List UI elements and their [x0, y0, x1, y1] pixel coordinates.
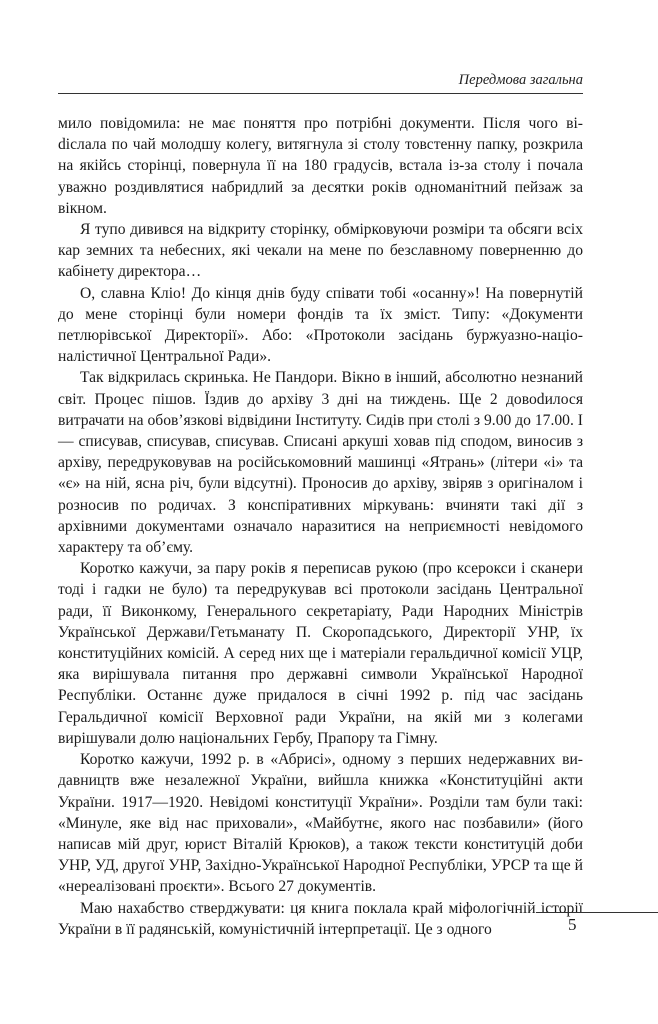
header-title: Передмова загальна — [458, 72, 583, 88]
paragraph-1: мило повідомила: не має поняття про потрібні документи. Після чого віdіслала по чай молодшу колегу, витягнула зі столу товстенну папку, розкрила на якійсь сторінці, повернула її на 180 градусів, встала із-за столу і почала уважно роздивлятися набридлий за десятки років одноманітний пейзаж за вікном. — [58, 115, 583, 217]
running-header — [58, 70, 583, 94]
body-text — [58, 113, 583, 940]
paragraph-3: О, славна Кліо! До кінця днів буду співати тобі «осанну»! На повернутій до мене сторінці були номери фондів та їх зміст. Типу: «Документи петлюрівської Директорії». Або: «Протоколи засідань буржуазно-націоналістичної Центральної Ради». — [58, 284, 583, 366]
paragraph-2: Я тупо дивився на відкриту сторінку, обмірковуючи розміри та обсяги всіх кар земних та небесних, які чекали на мене по безславному поверненню до кабінету директора… — [58, 221, 583, 281]
paragraph-7: Маю нахабство стверджувати: ця книга поклала край міфологічній історії України в її радянській, комуністичній інтерпретації. Це з одного — [58, 899, 583, 938]
paragraph-4: Так відкрилась скринька. Не Пандори. Вікно в інший, абсолютно незнаний світ. Процес пішов. Їздив до архіву 3 дні на тиждень. Ще 2 довоdилося витрачати на обов’язкові відвідини Інституту. Сидів при столі з 9.00 до 17.00. І — списував, списував, списував. Списані аркуші ховав під сподом, виносив з архіву, передруковував на російськомовний машинці «Ятрань» (літери «і» та «є» на ній, ясна річ, були відсутні). Проносив до архіву, звіряв з оригіналом і розносив по родичах. З конспіративних міркувань: вчиняти такі дії з архівними документами означало наразитися на неприємності невідомого характеру та об’єму. — [58, 369, 583, 557]
paragraph-6: Коротко кажучи, 1992 р. в «Абрисі», одному з перших недержавних видавництв вже незалежної України, вийшла книжка «Конституційні акти України. 1917—1920. Невідомі конституції України». Розділи там були такі: «Минуле, яке від нас приховали», «Майбутнє, якого нас позбавили» (його написав мій друг, юрист Віталій Крюков), а також тексти конституцій доби УНР, УД, другої УНР, Західно-Української Народної Республіки, УРСР та ще й «нереалізовані проєкти». Всього 27 документів. — [58, 751, 583, 896]
paragraph-5: Коротко кажучи, за пару років я переписав рукою (про ксерокси і сканери тоді і гадки не було) та передрукував всі протоколи засідань Центральної ради, її Виконкому, Генерального секретаріату, Ради Народних Міністрів Української Держави/Гетьманату П. Скоропадського, Директорії УНР, їх конституційних комісій. А серед них ще і матеріали геральдичної комісії УЦР, яка вирішувала питання про державні символи Української Народної Республіки. Останнє дуже придалося в січні 1992 р. під час засідань Геральдичної комісії Верховної ради України, на якій ми з колегами вирішували долю національних Гербу, Прапору та Гімну. — [58, 560, 583, 747]
header-rule — [58, 93, 583, 94]
footer-rule — [536, 912, 658, 913]
page-number: 5 — [568, 915, 577, 934]
